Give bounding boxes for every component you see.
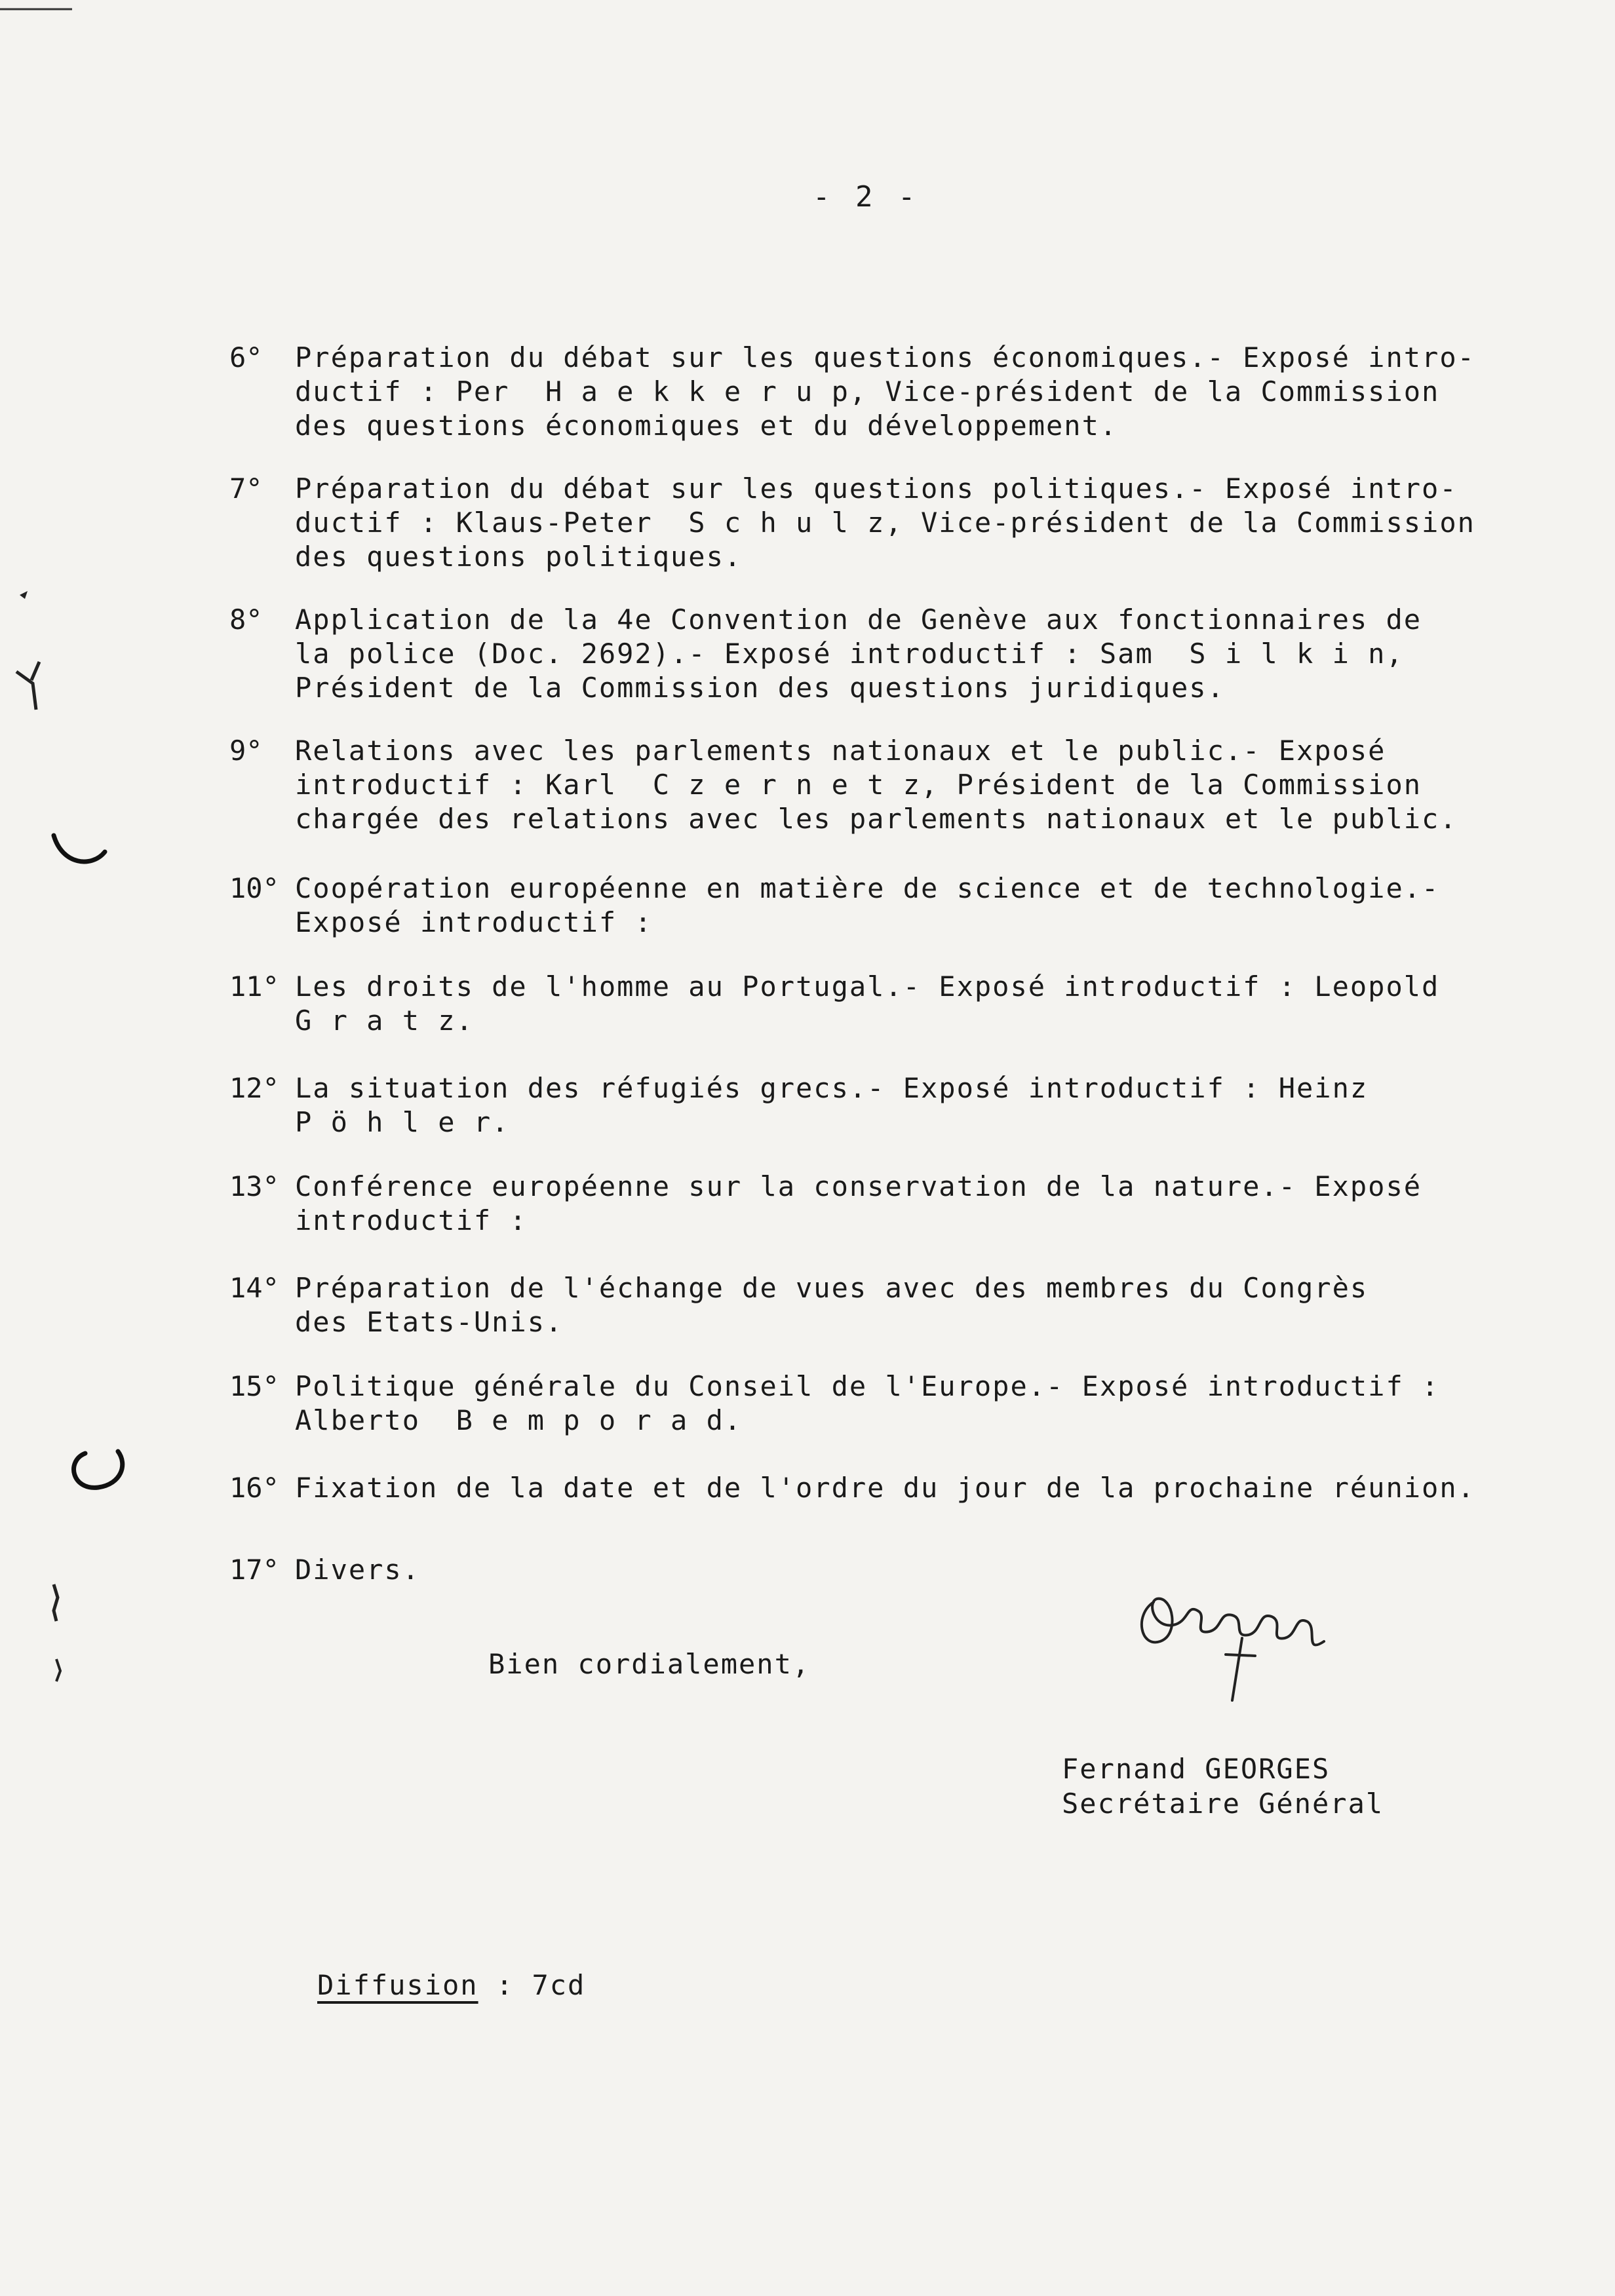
agenda-item-number: 17° — [229, 1554, 279, 1586]
agenda-line: ductif : Klaus-Peter S c h u l z, Vice-président de la Commission — [295, 507, 1475, 539]
agenda-line: Les droits de l'homme au Portugal.- Exposé introductif : Leopold — [295, 970, 1440, 1003]
agenda-line: La situation des réfugiés grecs.- Exposé introductif : Heinz — [295, 1072, 1369, 1104]
agenda-line: Fixation de la date et de l'ordre du jour de la prochaine réunion. — [295, 1472, 1475, 1504]
agenda-line: la police (Doc. 2692).- Exposé introductif : Sam S i l k i n, — [295, 638, 1404, 670]
agenda-line: Coopération européenne en matière de science et de technologie.- — [295, 872, 1440, 904]
agenda-line: Politique générale du Conseil de l'Europe.- Exposé introductif : — [295, 1370, 1440, 1402]
agenda-line: Divers. — [295, 1554, 421, 1586]
agenda-line: Président de la Commission des questions juridiques. — [295, 672, 1225, 704]
agenda-line: des questions politiques. — [295, 541, 743, 573]
agenda-line: P ö h l e r. — [295, 1106, 510, 1138]
agenda-item-number: 16° — [229, 1472, 279, 1504]
page-number: - 2 - — [813, 180, 920, 214]
agenda-line: introductif : Karl C z e r n e t z, Président de la Commission — [295, 769, 1422, 801]
agenda-item-number: 7° — [229, 472, 263, 505]
diffusion-label: Diffusion — [317, 1969, 478, 2001]
signer-title: Secrétaire Général — [1062, 1788, 1384, 1820]
agenda-item-number: 6° — [229, 341, 263, 373]
closing-salutation: Bien cordialement, — [488, 1648, 811, 1680]
agenda-item-number: 10° — [229, 872, 279, 904]
agenda-line: Application de la 4e Convention de Genève aux fonctionnaires de — [295, 603, 1422, 636]
agenda-line: des questions économiques et du développement. — [295, 410, 1118, 442]
agenda-line: ductif : Per H a e k k e r u p, Vice-président de la Commission — [295, 375, 1440, 408]
agenda-line: Alberto B e m p o r a d. — [295, 1404, 743, 1436]
agenda-item-number: 9° — [229, 735, 263, 767]
agenda-item-number: 14° — [229, 1272, 279, 1304]
agenda-line: des Etats-Unis. — [295, 1306, 564, 1338]
agenda-item-number: 15° — [229, 1370, 279, 1402]
agenda-item-number: 8° — [229, 603, 263, 636]
agenda-line: Préparation du débat sur les questions économiques.- Exposé intro- — [295, 341, 1475, 373]
signer-name: Fernand GEORGES — [1062, 1753, 1331, 1785]
agenda-item-number: 12° — [229, 1072, 279, 1104]
agenda-line: G r a t z. — [295, 1004, 474, 1037]
diffusion-value: : 7cd — [496, 1969, 586, 2001]
agenda-line: Préparation du débat sur les questions politiques.- Exposé intro- — [295, 472, 1458, 505]
agenda-line: Conférence européenne sur la conservation de la nature.- Exposé — [295, 1170, 1422, 1202]
agenda-item-number: 13° — [229, 1170, 279, 1202]
agenda-line: Relations avec les parlements nationaux et le public.- Exposé — [295, 735, 1386, 767]
agenda-line: Exposé introductif : — [295, 906, 653, 938]
agenda-line: chargée des relations avec les parlements nationaux et le public. — [295, 803, 1458, 835]
agenda-item-number: 11° — [229, 970, 279, 1003]
agenda-line: Préparation de l'échange de vues avec des membres du Congrès — [295, 1272, 1369, 1304]
agenda-line: introductif : — [295, 1204, 528, 1236]
